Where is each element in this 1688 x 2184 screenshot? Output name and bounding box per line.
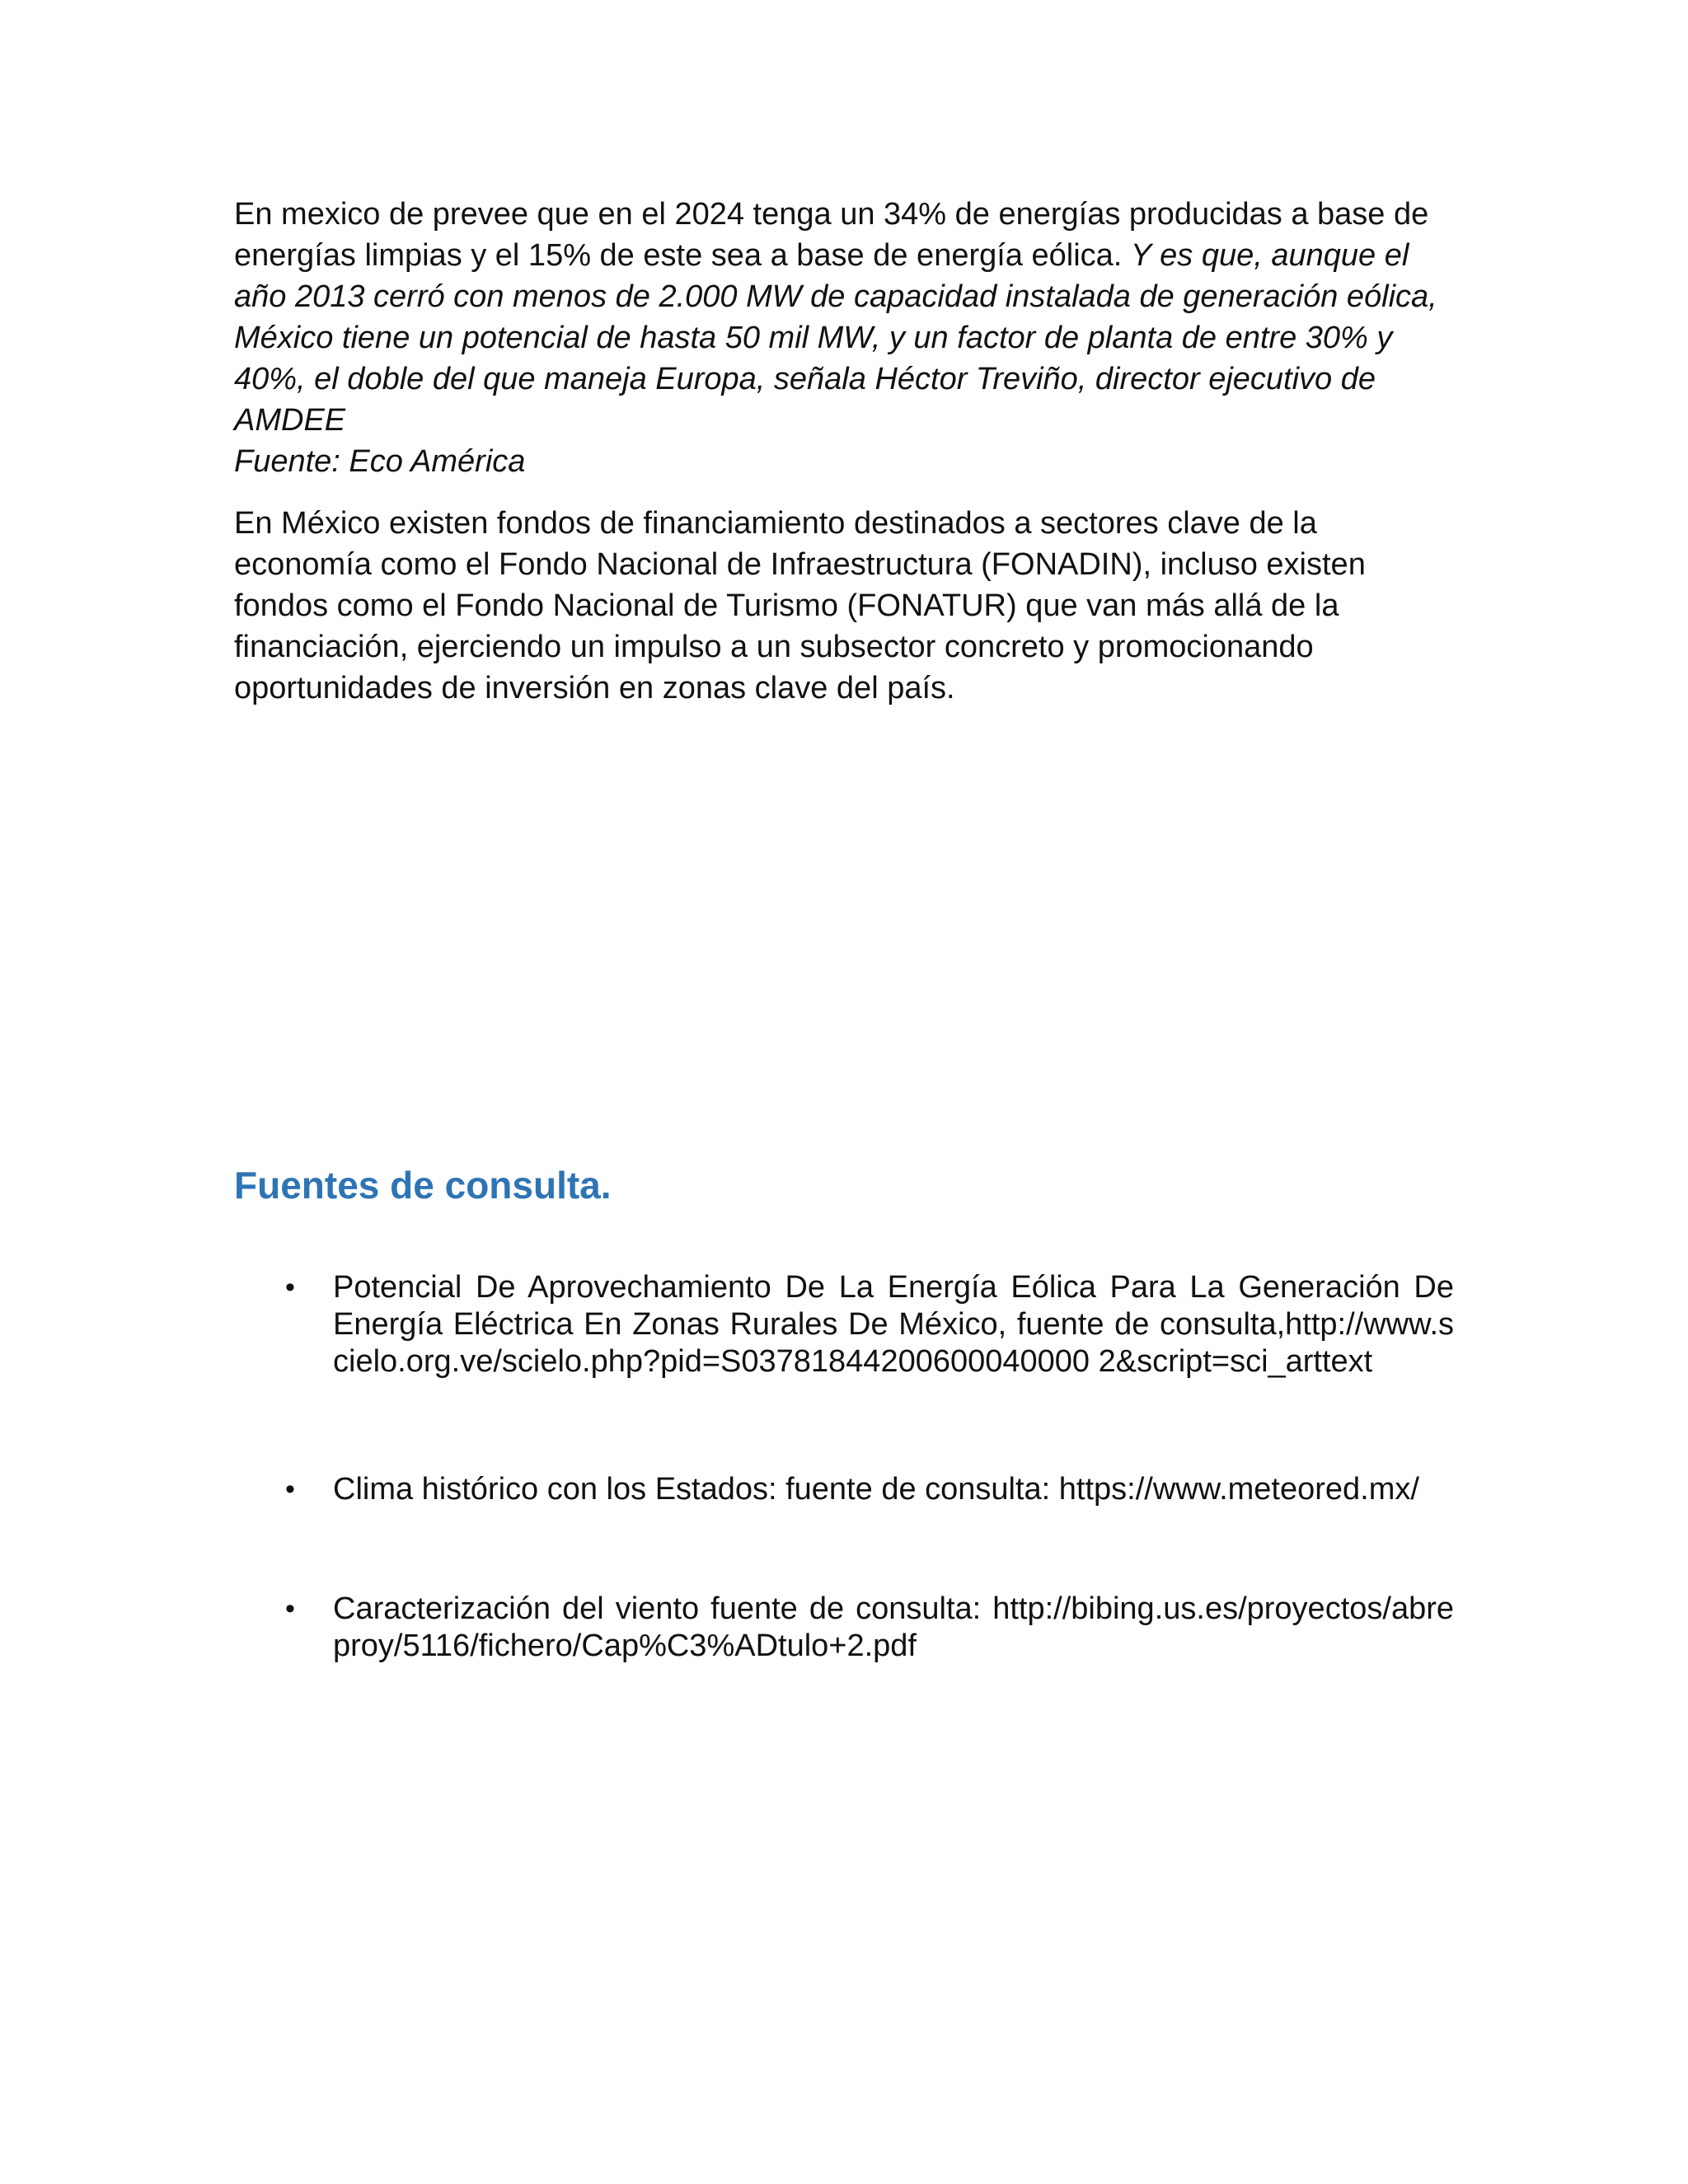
paragraph-wind-energy-normal: En mexico de prevee que en el 2024 tenga un 34% de energías producidas a base de energías limpias y el 15% de este sea a base de energía eólica. <box>234 197 1429 273</box>
paragraph-wind-energy <box>234 194 1454 482</box>
paragraph-financing: En México existen fondos de financiamiento destinados a sectores clave de la economía como el Fondo Nacional de Infraestructura (FONADIN), incluso existen fondos como el Fondo Nacional de Turismo (FONATUR) que van más allá de la financiación, ejerciendo un impulso a un subsector concreto y promocionando oportunidades de inversión en zonas clave del país. <box>234 506 1366 705</box>
reference-link-meteored[interactable]: https://www.meteored.mx/ <box>1058 1472 1419 1507</box>
bullet-icon: • <box>285 1474 295 1505</box>
references-heading: Fuentes de consulta. <box>234 1164 612 1207</box>
reference-link-scielo[interactable]: http://www.scielo.org.ve/scielo.php?pid=S03781844200600040000 2&script=sci_arttext <box>333 1307 1454 1379</box>
bullet-icon: • <box>285 1593 295 1624</box>
reference-text: Caracterización del viento fuente de consulta: <box>333 1591 993 1626</box>
paragraph-wind-energy-quote: Y es que, aunque el año 2013 cerró con menos de 2.000 MW de capacidad instalada de generación eólica, México tiene un potencial de hasta 50 mil MW, y un factor de planta de entre 30% y 40%, el doble del que maneja Europa, señala Héctor Treviño, director ejecutivo de AMDEE <box>234 238 1437 438</box>
reference-text: Potencial De Aprovechamiento De La Energía Eólica Para La Generación De Energía Eléctrica En Zonas Rurales De México, fuente de consulta, <box>333 1270 1454 1342</box>
reference-item-scielo <box>234 1269 1454 1380</box>
bullet-icon: • <box>285 1272 295 1303</box>
reference-item-meteored <box>234 1471 1454 1508</box>
reference-item-bibing <box>234 1591 1454 1665</box>
reference-text: Clima histórico con los Estados: fuente de consulta: <box>333 1472 1059 1507</box>
reference-link-bibing[interactable]: http://bibing.us.es/proyectos/abreproy/5116/fichero/Cap%C3%ADtulo+2.pdf <box>333 1591 1454 1663</box>
paragraph-source: Fuente: Eco América <box>234 444 526 479</box>
references-list <box>234 1269 1454 1665</box>
